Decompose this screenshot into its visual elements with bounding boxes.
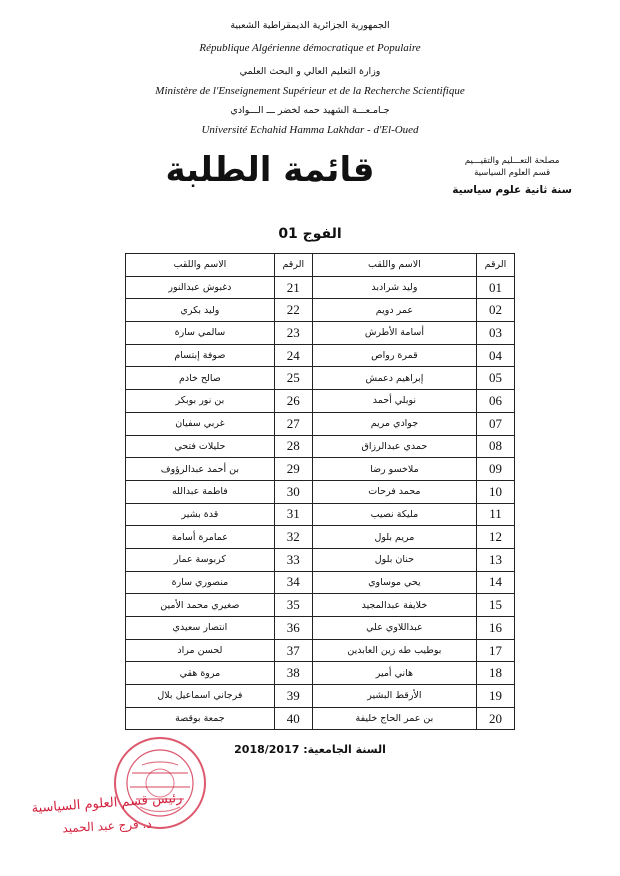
student-name-cell: فرجاني اسماعيل بلال <box>126 685 275 708</box>
row-number-cell: 20 <box>477 707 515 730</box>
header-num-2: الرقم <box>274 254 312 277</box>
student-name-cell: خلايفة عبدالمجيد <box>312 594 476 617</box>
student-name-cell: عبداللاوي علي <box>312 617 476 640</box>
student-name-cell: جوادي مريم <box>312 412 476 435</box>
republic-french: République Algérienne démocratique et Populaire <box>199 42 421 54</box>
row-number-cell: 37 <box>274 639 312 662</box>
row-number-cell: 25 <box>274 367 312 390</box>
student-name-cell: مريم بلول <box>312 526 476 549</box>
table-row <box>126 526 515 549</box>
student-name-cell: بن عمر الحاج خليفة <box>312 707 476 730</box>
student-name-cell: غربي سفيان <box>126 412 275 435</box>
table-row <box>126 685 515 708</box>
row-number-cell: 34 <box>274 571 312 594</box>
row-number-cell: 05 <box>477 367 515 390</box>
row-number-cell: 17 <box>477 639 515 662</box>
table-header-row <box>126 254 515 277</box>
student-roster-table <box>125 253 515 730</box>
table-row <box>126 503 515 526</box>
table-row <box>126 548 515 571</box>
row-number-cell: 16 <box>477 617 515 640</box>
table-row <box>126 367 515 390</box>
academic-year <box>0 743 620 756</box>
department-label: قسم العلوم السياسية <box>474 168 551 178</box>
row-number-cell: 13 <box>477 548 515 571</box>
student-name-cell: بن أحمد عبدالرؤوف <box>126 458 275 481</box>
table-row <box>126 480 515 503</box>
student-name-cell: وليد بكري <box>126 299 275 322</box>
row-number-cell: 29 <box>274 458 312 481</box>
student-name-cell: مروة هقي <box>126 662 275 685</box>
table-row <box>126 458 515 481</box>
row-number-cell: 35 <box>274 594 312 617</box>
table-row <box>126 594 515 617</box>
row-number-cell: 11 <box>477 503 515 526</box>
row-number-cell: 08 <box>477 435 515 458</box>
student-name-cell: محمد فرحات <box>312 480 476 503</box>
signature-title: رئيس قسم العلوم السياسية <box>31 790 183 817</box>
student-name-cell: لحسن مراد <box>126 639 275 662</box>
student-name-cell: عمر دويم <box>312 299 476 322</box>
header-name-1: الاسم واللقب <box>312 254 476 277</box>
row-number-cell: 21 <box>274 276 312 299</box>
row-number-cell: 22 <box>274 299 312 322</box>
student-name-cell: حمدي عبدالرزاق <box>312 435 476 458</box>
table-row <box>126 412 515 435</box>
student-name-cell: نوبلي أحمد <box>312 390 476 413</box>
row-number-cell: 32 <box>274 526 312 549</box>
table-row <box>126 390 515 413</box>
department-block <box>452 156 572 196</box>
student-name-cell: أسامة الأطرش <box>312 322 476 345</box>
table-row <box>126 299 515 322</box>
student-name-cell: إبراهيم دعمش <box>312 367 476 390</box>
student-name-cell: سالمي سارة <box>126 322 275 345</box>
student-name-cell: كربوسة عمار <box>126 548 275 571</box>
student-name-cell: جمعة بوقصة <box>126 707 275 730</box>
student-name-cell: بوطيب طه زين العابدين <box>312 639 476 662</box>
table-row <box>126 707 515 730</box>
student-name-cell: هاني أمير <box>312 662 476 685</box>
table-row <box>126 639 515 662</box>
header-name-2: الاسم واللقب <box>126 254 275 277</box>
row-number-cell: 01 <box>477 276 515 299</box>
student-name-cell: فاطمة عبدالله <box>126 480 275 503</box>
ministry-arabic: وزارة التعليم العالي و البحث العلمي <box>239 66 381 77</box>
row-number-cell: 33 <box>274 548 312 571</box>
student-name-cell: قمرة رواص <box>312 344 476 367</box>
student-name-cell: منصوري سارة <box>126 571 275 594</box>
row-number-cell: 23 <box>274 322 312 345</box>
student-name-cell: حليلات فتحي <box>126 435 275 458</box>
table-row <box>126 617 515 640</box>
student-name-cell: انتصار سعيدي <box>126 617 275 640</box>
header-num-1: الرقم <box>477 254 515 277</box>
ministry-french: Ministère de l'Enseignement Supérieur et de la Recherche Scientifique <box>155 85 465 97</box>
row-number-cell: 07 <box>477 412 515 435</box>
row-number-cell: 15 <box>477 594 515 617</box>
signature-name: د. فرج عبد الحميد <box>61 816 152 836</box>
table-row <box>126 571 515 594</box>
student-name-cell: الأرقط البشير <box>312 685 476 708</box>
student-name-cell: قدة بشير <box>126 503 275 526</box>
student-name-cell: وليد شرادبد <box>312 276 476 299</box>
table-row <box>126 435 515 458</box>
service-label: مصلحة التعـــليم والتقيـــيم <box>464 156 560 166</box>
row-number-cell: 09 <box>477 458 515 481</box>
student-name-cell: يحي موساوي <box>312 571 476 594</box>
row-number-cell: 10 <box>477 480 515 503</box>
signature-block <box>22 790 192 836</box>
row-number-cell: 14 <box>477 571 515 594</box>
row-number-cell: 02 <box>477 299 515 322</box>
row-number-cell: 31 <box>274 503 312 526</box>
page-title: قائمة الطلبة <box>165 150 375 190</box>
student-name-cell: صغيري محمد الأمين <box>126 594 275 617</box>
row-number-cell: 27 <box>274 412 312 435</box>
row-number-cell: 26 <box>274 390 312 413</box>
row-number-cell: 04 <box>477 344 515 367</box>
row-number-cell: 24 <box>274 344 312 367</box>
row-number-cell: 12 <box>477 526 515 549</box>
table-row <box>126 322 515 345</box>
academic-year-label: السنة الجامعية: <box>303 743 386 756</box>
student-name-cell: صوفة إبتسام <box>126 344 275 367</box>
table-row <box>126 344 515 367</box>
student-name-cell: بن نور بوبكر <box>126 390 275 413</box>
student-name-cell: صالح خادم <box>126 367 275 390</box>
student-name-cell: ملاخسو رضا <box>312 458 476 481</box>
level-label: سنة ثانية علوم سياسية <box>452 184 572 196</box>
group-label: الفوج 01 <box>278 226 342 242</box>
table-body <box>126 276 515 730</box>
academic-year-value: 2018/2017 <box>234 743 300 756</box>
student-name-cell: عمامرة أسامة <box>126 526 275 549</box>
row-number-cell: 40 <box>274 707 312 730</box>
row-number-cell: 03 <box>477 322 515 345</box>
row-number-cell: 39 <box>274 685 312 708</box>
row-number-cell: 19 <box>477 685 515 708</box>
row-number-cell: 36 <box>274 617 312 640</box>
student-name-cell: حنان بلول <box>312 548 476 571</box>
republic-arabic: الجمهورية الجزائرية الديمقراطية الشعبية <box>230 20 390 31</box>
row-number-cell: 38 <box>274 662 312 685</box>
row-number-cell: 28 <box>274 435 312 458</box>
student-name-cell: مليكة نصيب <box>312 503 476 526</box>
university-arabic: جـامـعـــة الشهيد حمه لخضر ـــ الـــوادي <box>230 105 390 116</box>
row-number-cell: 30 <box>274 480 312 503</box>
student-name-cell: دغبوش عبدالنور <box>126 276 275 299</box>
row-number-cell: 06 <box>477 390 515 413</box>
row-number-cell: 18 <box>477 662 515 685</box>
university-french: Université Echahid Hamma Lakhdar - d'El-Oued <box>201 124 419 136</box>
table-row <box>126 662 515 685</box>
table-row <box>126 276 515 299</box>
